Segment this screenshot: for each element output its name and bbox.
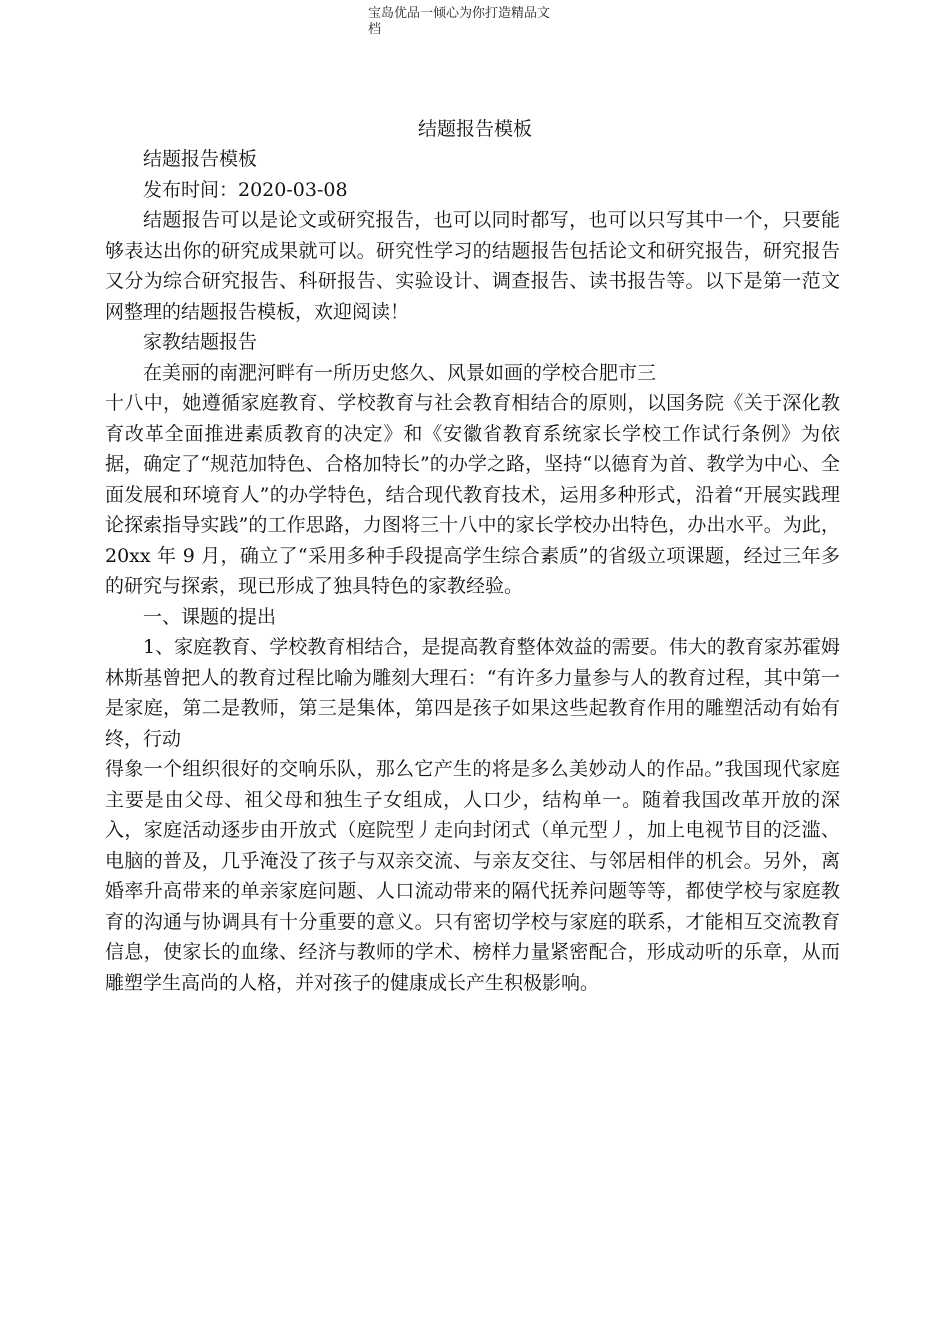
header-line-1: 宝岛优品一倾心为你打造精品文 <box>368 6 551 21</box>
intro-paragraph: 结题报告可以是论文或研究报告，也可以同时都写，也可以只写其中一个，只要能够表达出你的研究成果就可以。研究性学习的结题报告包括论文和研究报告，研究报告又分为综合研究报告、科研报告、实验设计、调查报告、读书报告等。以下是第一范文网整理的结题报告模板，欢迎阅读！ <box>105 209 840 323</box>
section-heading-topic: 一、课题的提出 <box>143 605 277 628</box>
document-title: 结题报告模板 <box>417 118 532 140</box>
publish-date-paragraph: 发布时间：2020-03-08 <box>143 178 348 201</box>
body-paragraph-1: 在美丽的南淝河畔有一所历史悠久、风景如画的学校合肥市三 <box>143 361 657 384</box>
body-paragraph-3: 1、家庭教育、学校教育相结合，是提高教育整体效益的需要。伟大的教育家苏霍姆林斯基曾把人的教育过程比喻为雕刻大理石：“有许多力量参与人的教育过程，其中第一是家庭，第二是教师，第三是集体，第四是孩子如果这些起教育作用的雕塑活动有始有终，行动 <box>105 636 840 750</box>
body-paragraph-2: 十八中，她遵循家庭教育、学校教育与社会教育相结合的原则，以国务院《关于深化教育改革全面推进素质教育的决定》和《安徽省教育系统家长学校工作试行条例》为依据，确定了“规范加特色、合格加特长”的办学之路，坚持“以德育为首、教学为中心、全面发展和环境育人”的办学特色，结合现代教育技术，运用多种形式，沿着“开展实践理论探索指导实践”的工作思路，力图将三十八中的家长学校办出特色，办出水平。为此，20xx 年 9 月，确立了“采用多种手段提高学生综合素质”的省级立项课题，经过三年多的研究与探索，现已形成了独具特色的家教经验。 <box>105 392 840 597</box>
section-heading-family-education: 家教结题报告 <box>143 331 258 353</box>
header-line-2: 档 <box>368 22 382 37</box>
document-body <box>105 144 840 998</box>
page-header <box>368 6 588 38</box>
body-paragraph-4: 得象一个组织很好的交响乐队，那么它产生的将是多么美妙动人的作品。”我国现代家庭主要是由父母、祖父母和独生子女组成，人口少，结构单一。随着我国改革开放的深入，家庭活动逐步由开放式（庭院型丿走向封闭式（单元型丿，加上电视节目的泛滥、电脑的普及，几乎淹没了孩子与双亲交流、与亲友交往、与邻居相伴的机会。另外，离婚率升高带来的单亲家庭问题、人口流动带来的隔代抚养问题等等，都使学校与家庭教育的沟通与协调具有十分重要的意义。只有密切学校与家庭的联系，才能相互交流教育信息，使家长的血缘、经济与教师的学术、榜样力量紧密配合，形成动听的乐章，从而雕塑学生高尚的人格，并对孩子的健康成长产生积极影响。 <box>105 758 840 994</box>
subtitle-paragraph: 结题报告模板 <box>143 148 258 170</box>
